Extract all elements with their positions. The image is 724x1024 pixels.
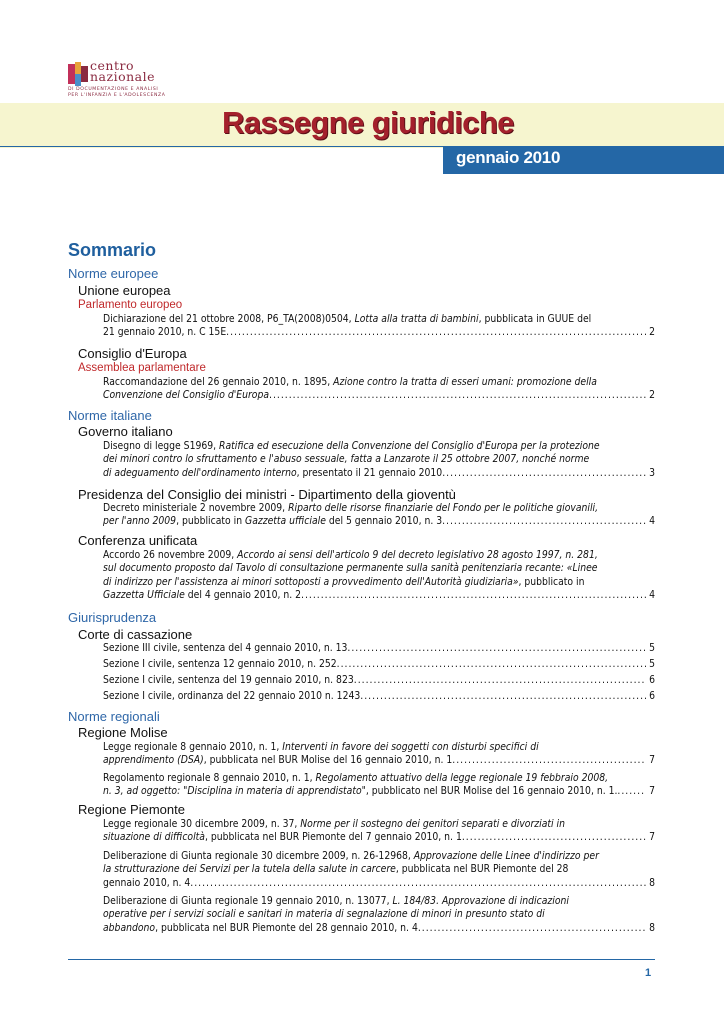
toc-subsection[interactable]: Presidenza del Consiglio dei ministri - Dipartimento della gioventù (78, 487, 456, 502)
toc-subsection[interactable]: Governo italiano (78, 424, 173, 439)
page-ref: 7 (649, 831, 655, 844)
footer-divider (68, 959, 655, 960)
page-ref: 8 (649, 876, 655, 889)
toc-entry[interactable]: Deliberazione di Giunta regionale 19 gennaio 2010, n. 13077, L. 184/83. Approvazione di indicazioni operative per i servizi sociali e sanitari in materia di segnalazione di minori in presunto stato di abbandono, pubblicata nel BUR Piemonte del 28 gennaio 2010, n. 4 ..... 8 (103, 895, 655, 935)
toc-section[interactable]: Giurisprudenza (68, 610, 157, 625)
toc-entry[interactable]: Accordo 26 novembre 2009, Accordo ai sensi dell'articolo 9 del decreto legislativo 28 agosto 1997, n. 281, sul documento proposto dal Tavolo di consultazione permanente sulla sanità penitenziaria recante: «Linee di indirizzo per l'assistenza ai minori sottoposti a provvedimento dell'Autorità giudiziaria», pubblicato in Gazzetta Ufficiale del 4 gennaio 2010, n. 2 ..... 4 (103, 549, 655, 603)
toc-entry[interactable]: Raccomandazione del 26 gennaio 2010, n. 1895, Azione contro la tratta di esseri umani: promozione della Convenzione del Consiglio d'Europa ..... 2 (103, 376, 655, 403)
page-number: 1 (645, 967, 652, 979)
toc-entry[interactable]: Regolamento regionale 8 gennaio 2010, n. 1, Regolamento attuativo della legge regionale 19 febbraio 2008, n. 3, ad oggetto: "Disciplina in materia di apprendistato", pubblicato nel BUR Molise del 16 gennaio 2010, n. 1. ..... 7 (103, 772, 655, 799)
toc-source: Assemblea parlamentare (78, 362, 206, 374)
summary-title: Sommario (68, 240, 157, 260)
toc-entry[interactable]: Sezione III civile, sentenza del 4 gennaio 2010, n. 13 ..... 5 (103, 642, 655, 655)
toc-subsection[interactable]: Conferenza unificata (78, 533, 198, 548)
page-ref: 4 (649, 589, 655, 602)
toc-entry[interactable]: Decreto ministeriale 2 novembre 2009, Riparto delle risorse finanziarie del Fondo per le politiche giovanili, per l'anno 2009, pubblicato in Gazzetta ufficiale del 5 gennaio 2010, n. 3 ..... 4 (103, 502, 655, 529)
page-ref: 8 (649, 921, 655, 934)
issue-date: gennaio 2010 (456, 148, 561, 167)
logo-line2: nazionale (90, 69, 156, 84)
page-ref: 7 (649, 754, 655, 767)
toc-entry[interactable]: Dichiarazione del 21 ottobre 2008, P6_TA(2008)0504, Lotta alla tratta di bambini, pubblicata in GUUE del 21 gennaio 2010, n. C 15E ..... 2 (103, 313, 655, 340)
toc-subsection[interactable]: Regione Piemonte (78, 802, 185, 817)
toc-entry[interactable]: Legge regionale 8 gennaio 2010, n. 1, Interventi in favore dei soggetti con disturbi specifici di apprendimento (DSA), pubblicata nel BUR Molise del 16 gennaio 2010, n. 1 ..... 7 (103, 741, 655, 768)
toc-entry[interactable]: Disegno di legge S1969, Ratifica ed esecuzione della Convenzione del Consiglio d'Europa per la protezione dei minori contro lo sfruttamento e l'abuso sessuale, fatta a Lanzarote il 25 ottobre 2007, nonché norme di adeguamento dell'ordinamento interno, presentato il 21 gennaio 2010 ..... 3 (103, 440, 655, 480)
toc-entry[interactable]: Deliberazione di Giunta regionale 30 dicembre 2009, n. 26-12968, Approvazione delle Linee d'indirizzo per la strutturazione dei Servizi per la tutela della salute in carcere, pubblicata nel BUR Piemonte del 28 gennaio 2010, n. 4 ..... 8 (103, 850, 655, 890)
page-ref: 5 (649, 642, 655, 654)
page-ref: 5 (649, 658, 655, 670)
logo-line1: centro (90, 58, 134, 73)
page-title: Rassegne giuridiche (222, 105, 514, 140)
toc-entry[interactable]: Sezione I civile, ordinanza del 22 gennaio 2010 n. 1243 ..... 6 (103, 690, 655, 703)
toc-section[interactable]: Norme italiane (68, 408, 152, 423)
page-ref: 3 (649, 466, 655, 479)
toc-entry[interactable]: Legge regionale 30 dicembre 2009, n. 37, Norme per il sostegno dei genitori separati e divorziati in situazione di difficoltà, pubblicata nel BUR Piemonte del 7 gennaio 2010, n. 1 ..... 7 (103, 818, 655, 845)
page-ref: 2 (649, 389, 655, 402)
page-ref: 2 (649, 326, 655, 339)
toc-source: Parlamento europeo (78, 299, 183, 311)
page-ref: 4 (649, 515, 655, 528)
toc-subsection[interactable]: Regione Molise (78, 725, 168, 740)
toc-entry[interactable]: Sezione I civile, sentenza 12 gennaio 2010, n. 252 ..... 5 (103, 658, 655, 671)
toc-section[interactable]: Norme regionali (68, 709, 160, 724)
page-ref: 7 (649, 785, 655, 798)
toc-entry[interactable]: Sezione I civile, sentenza del 19 gennaio 2010, n. 823 ..... 6 (103, 674, 655, 687)
toc-subsection[interactable]: Unione europea (78, 283, 171, 298)
logo-sub2: PER L'INFANZIA E L'ADOLESCENZA (68, 93, 166, 98)
toc-subsection[interactable]: Corte di cassazione (78, 627, 193, 642)
toc-section[interactable]: Norme europee (68, 266, 159, 281)
page-ref: 6 (649, 674, 655, 686)
page-ref: 6 (649, 690, 655, 702)
toc-subsection[interactable]: Consiglio d'Europa (78, 346, 187, 361)
logo-sub1: DI DOCUMENTAZIONE E ANALISI (68, 87, 159, 92)
